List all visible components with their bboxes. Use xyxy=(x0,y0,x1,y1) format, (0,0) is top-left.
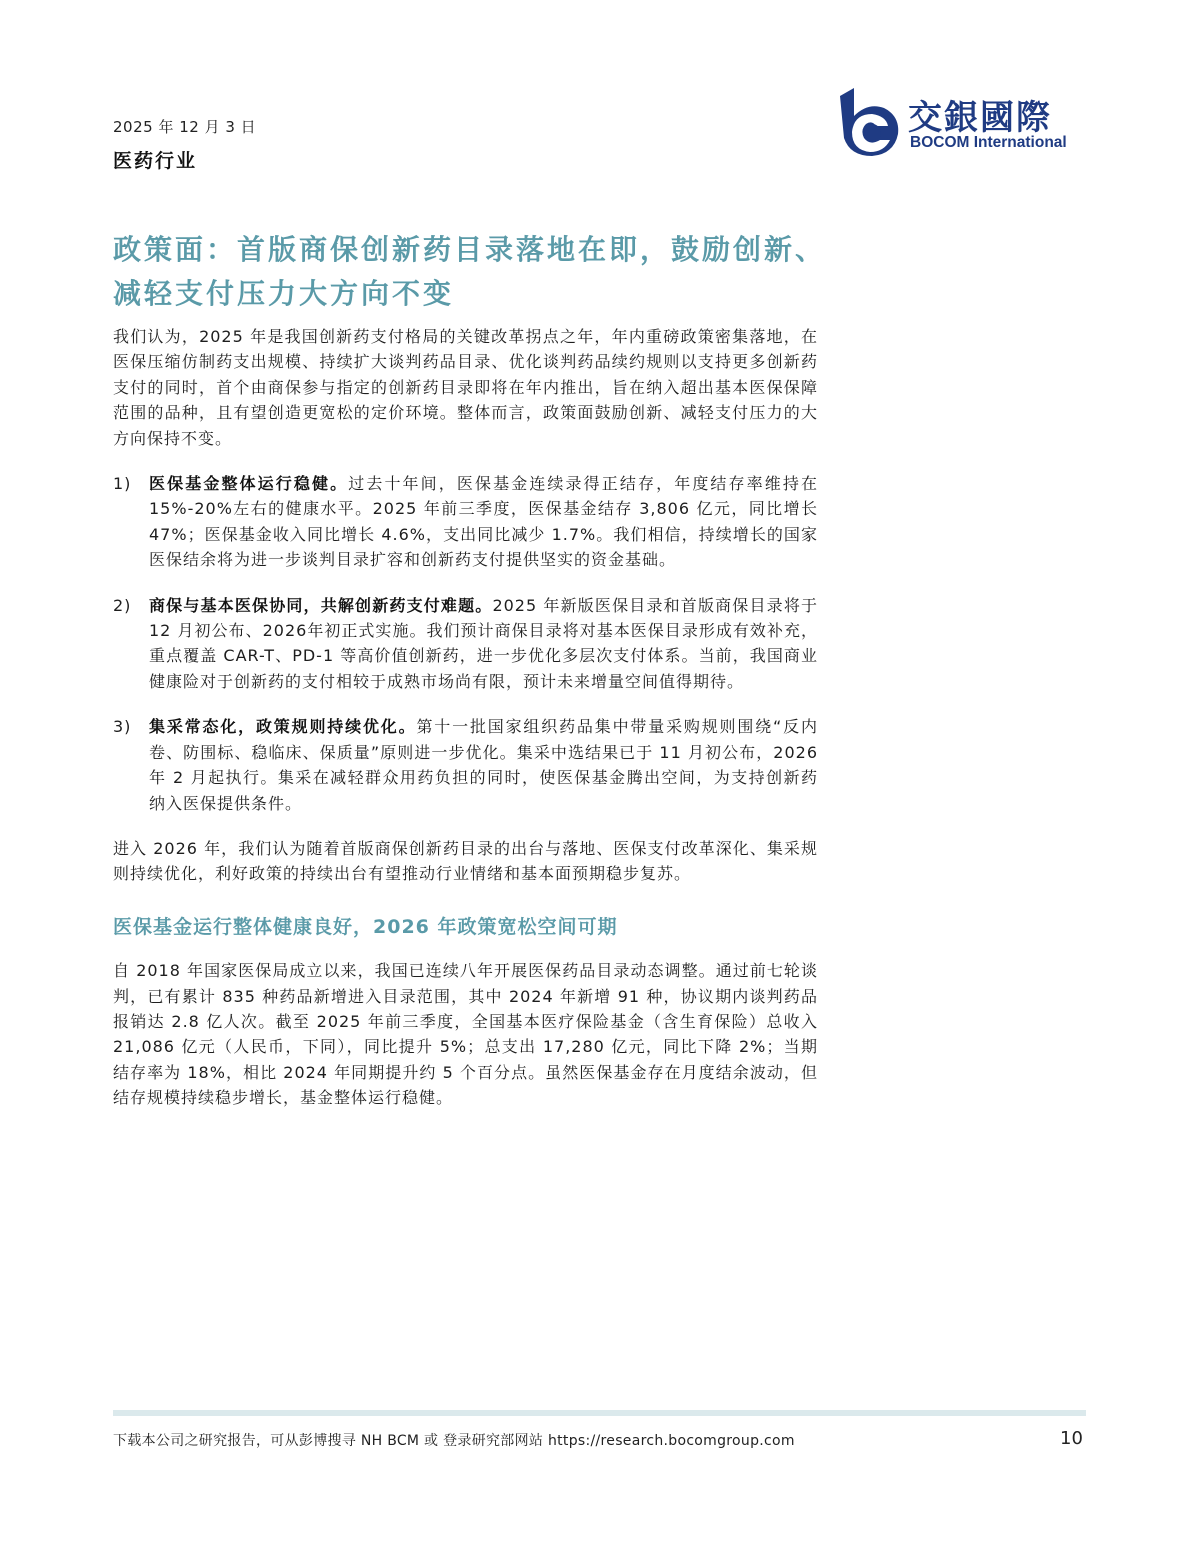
logo-english-name: BOCOM International xyxy=(910,134,1067,151)
list-lead: 医保基金整体运行稳健。 xyxy=(149,474,349,494)
list-number: 1) xyxy=(113,474,132,494)
company-logo xyxy=(838,86,1088,158)
list-text: 过去十年间，医保基金连续录得正结存，年度结存率维持在 15%-20%左右的健康水平。2025 年前三季度，医保基金结存 3,806 亿元，同比增长 47%；医保基金收入同比增长 4.6%，支出同比减少 1.7%。我们相信，持续增长的国家医保结余将为进一步谈判目录扩容和创新药支付提供坚实的资金基础。 xyxy=(149,474,818,570)
list-item xyxy=(113,471,818,573)
report-date: 2025 年 12 月 3 日 xyxy=(113,118,257,136)
list-item xyxy=(113,714,818,816)
report-body xyxy=(113,324,818,1131)
list-text: 2025 年新版医保目录和首版商保目录将于 12 月初公布、2026年初正式实施。我们预计商保目录将对基本医保目录形成有效补充，重点覆盖 CAR-T、PD-1 等高价值创新药，进一步优化多层次支付体系。当前，我国商业健康险对于创新药的支付相较于成熟市场尚有限，预计未来增量空间值得期待。 xyxy=(149,595,818,691)
list-text: 第十一批国家组织药品集中带量采购规则围绕“反内卷、防围标、稳临床、保质量”原则进一步优化。集采中选结果已于 11 月初公布，2026 年 2 月起执行。集采在减轻群众用药负担的同时，使医保基金腾出空间，为支持创新药纳入医保提供条件。 xyxy=(149,717,818,813)
footer-divider xyxy=(113,1410,1086,1416)
list-lead: 集采常态化，政策规则持续优化。 xyxy=(149,717,417,737)
footer-note: 下载本公司之研究报告，可从彭博搜寻 NH BCM 或 登录研究部网站 https://research.bocomgroup.com xyxy=(113,1433,795,1449)
list-number: 2) xyxy=(113,595,132,615)
sector-label: 医药行业 xyxy=(113,150,198,172)
page-number: 10 xyxy=(1060,1428,1083,1449)
intro-paragraph: 我们认为，2025 年是我国创新药支付格局的关键改革拐点之年，年内重磅政策密集落地，在医保压缩仿制药支出规模、持续扩大谈判药品目录、优化谈判药品续约规则以支持更多创新药支付的同时，首个由商保参与指定的创新药目录即将在年内推出，旨在纳入超出基本医保保障范围的品种，且有望创造更宽松的定价环境。整体而言，政策面鼓励创新、减轻支付压力的大方向保持不变。 xyxy=(113,327,818,448)
outlook-paragraph: 进入 2026 年，我们认为随着首版商保创新药目录的出台与落地、医保支付改革深化、集采规则持续优化，利好政策的持续出台有望推动行业情绪和基本面预期稳步复苏。 xyxy=(113,838,818,884)
section-paragraph: 自 2018 年国家医保局成立以来，我国已连续八年开展医保药品目录动态调整。通过前七轮谈判，已有累计 835 种药品新增进入目录范围，其中 2024 年新增 91 种，协议期内谈判药品报销达 2.8 亿人次。截至 2025 年前三季度，全国基本医疗保险基金（含生育保险）总收入 21,086 亿元（人民币，下同），同比提升 5%；总支出 17,280 亿元，同比下降 2%；当期结存率为 18%，相比 2024 年同期提升约 5 个百分点。虽然医保基金存在月度结余波动，但结存规模持续稳步增长，基金整体运行稳健。 xyxy=(113,961,818,1108)
bocom-logo-icon xyxy=(838,86,900,158)
page-title: 政策面：首版商保创新药目录落地在即，鼓励创新、减轻支付压力大方向不变 xyxy=(113,233,827,310)
logo-chinese-name: 交銀國際 xyxy=(908,98,1052,138)
list-lead: 商保与基本医保协同，共解创新药支付难题。 xyxy=(149,595,493,615)
list-item xyxy=(113,593,818,695)
list-number: 3) xyxy=(113,717,132,737)
section-heading: 医保基金运行整体健康良好，2026 年政策宽松空间可期 xyxy=(113,915,618,938)
